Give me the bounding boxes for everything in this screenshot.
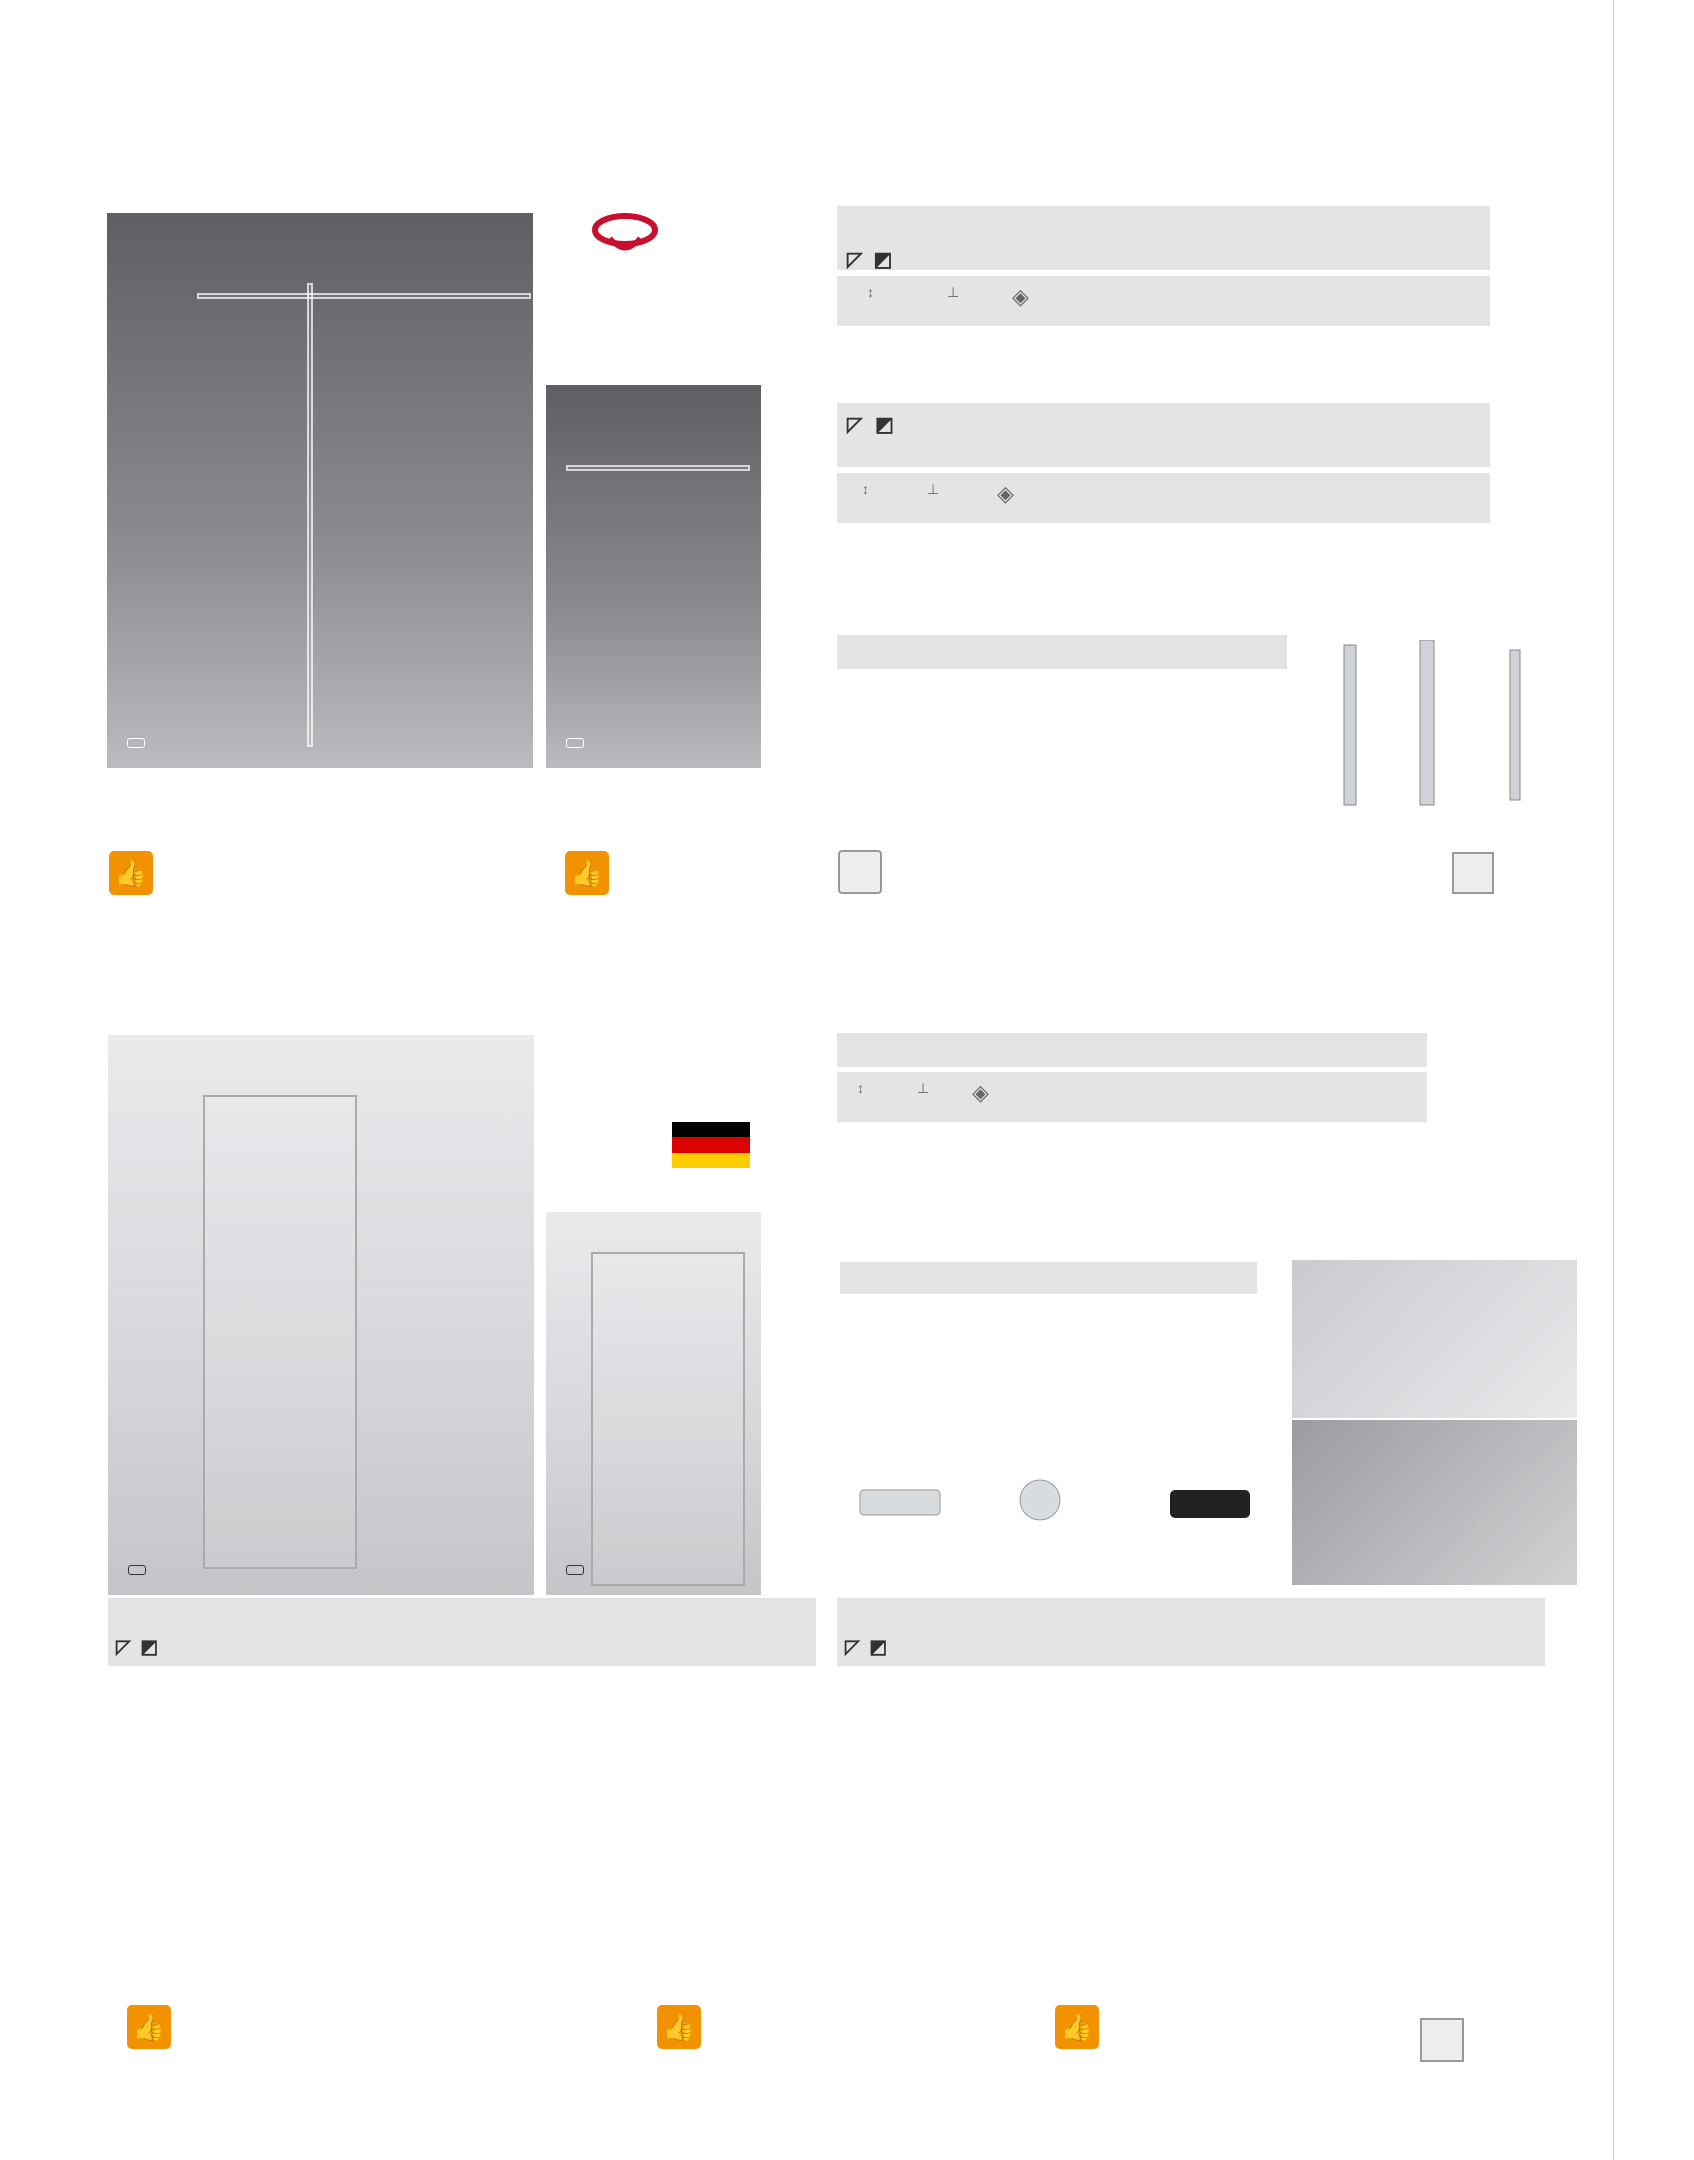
photo-tag — [566, 738, 584, 748]
thickness-icon: ⊥ — [947, 284, 960, 300]
thumbs-up-icon: 👍 — [565, 851, 609, 895]
glass-corner-icon: ◩ — [873, 249, 893, 271]
thumbs-up-icon: 👍 — [109, 851, 153, 895]
detail-photo-chrome-fitting — [1292, 1260, 1577, 1418]
huppe-logo — [590, 1040, 760, 1100]
handle-drawings — [1300, 640, 1550, 815]
black-doors-header — [837, 1598, 1545, 1666]
profile-corner-icon: ◸ — [847, 249, 863, 271]
profile-corner-icon: ◸ — [847, 414, 863, 436]
thickness-icon: ⊥ — [927, 481, 940, 497]
photo-tag — [127, 738, 145, 748]
profile-corner-icon: ◸ — [845, 1637, 860, 1658]
photo-tag — [566, 1565, 584, 1575]
doors-header — [837, 206, 1490, 270]
handles-header — [837, 635, 1287, 669]
profile-corner-icon: ◸ — [116, 1637, 131, 1658]
category-sidebar — [1613, 0, 1694, 2160]
handle-images — [1300, 640, 1550, 815]
madlo-drawings — [840, 1460, 1280, 1540]
tray-corner-icon — [1452, 852, 1494, 894]
side-panel-header — [837, 403, 1490, 467]
madlo-images — [840, 1460, 1280, 1570]
side-panel-icon-row — [837, 473, 1490, 523]
wall-icon-row — [837, 1072, 1427, 1122]
glass-corner-icon: ◩ — [875, 414, 895, 436]
thickness-icon: ⊥ — [917, 1080, 930, 1096]
chrome-doors-header — [108, 1598, 816, 1666]
glass-coating-icon: ◈ — [972, 1080, 989, 1105]
dimension-icon: ↕ — [862, 481, 869, 497]
thumbs-up-icon: 👍 — [127, 2005, 171, 2049]
wall-header — [837, 1033, 1427, 1067]
thumbs-up-icon: 👍 — [657, 2005, 701, 2049]
germany-flag-icon — [672, 1122, 750, 1168]
product-photo-hinged-door-small — [546, 1212, 761, 1595]
dimension-icon: ↕ — [867, 284, 874, 300]
sat-swirl-icon — [590, 208, 660, 262]
glass-coating-icon: ◈ — [997, 481, 1014, 506]
madlo-header — [840, 1262, 1257, 1294]
dimension-icon: ↕ — [857, 1080, 864, 1096]
tray-note — [900, 846, 1420, 918]
photo-tag — [128, 1565, 146, 1575]
shower-tray-icon — [838, 850, 882, 894]
glass-corner-icon: ◩ — [869, 1637, 887, 1658]
glass-corner-icon: ◩ — [140, 1637, 158, 1658]
product-photo-sliding-door — [107, 213, 533, 768]
sat-logo — [590, 208, 720, 262]
thumbs-up-icon: 👍 — [1055, 2005, 1099, 2049]
product-photo-sliding-door-small — [546, 385, 761, 768]
doors-icon-row — [837, 276, 1490, 326]
glass-coating-icon: ◈ — [1012, 284, 1029, 309]
product-photo-hinged-door — [108, 1035, 534, 1595]
tray-corner-icon — [1420, 2018, 1464, 2062]
detail-photo-black-fitting — [1292, 1420, 1577, 1585]
